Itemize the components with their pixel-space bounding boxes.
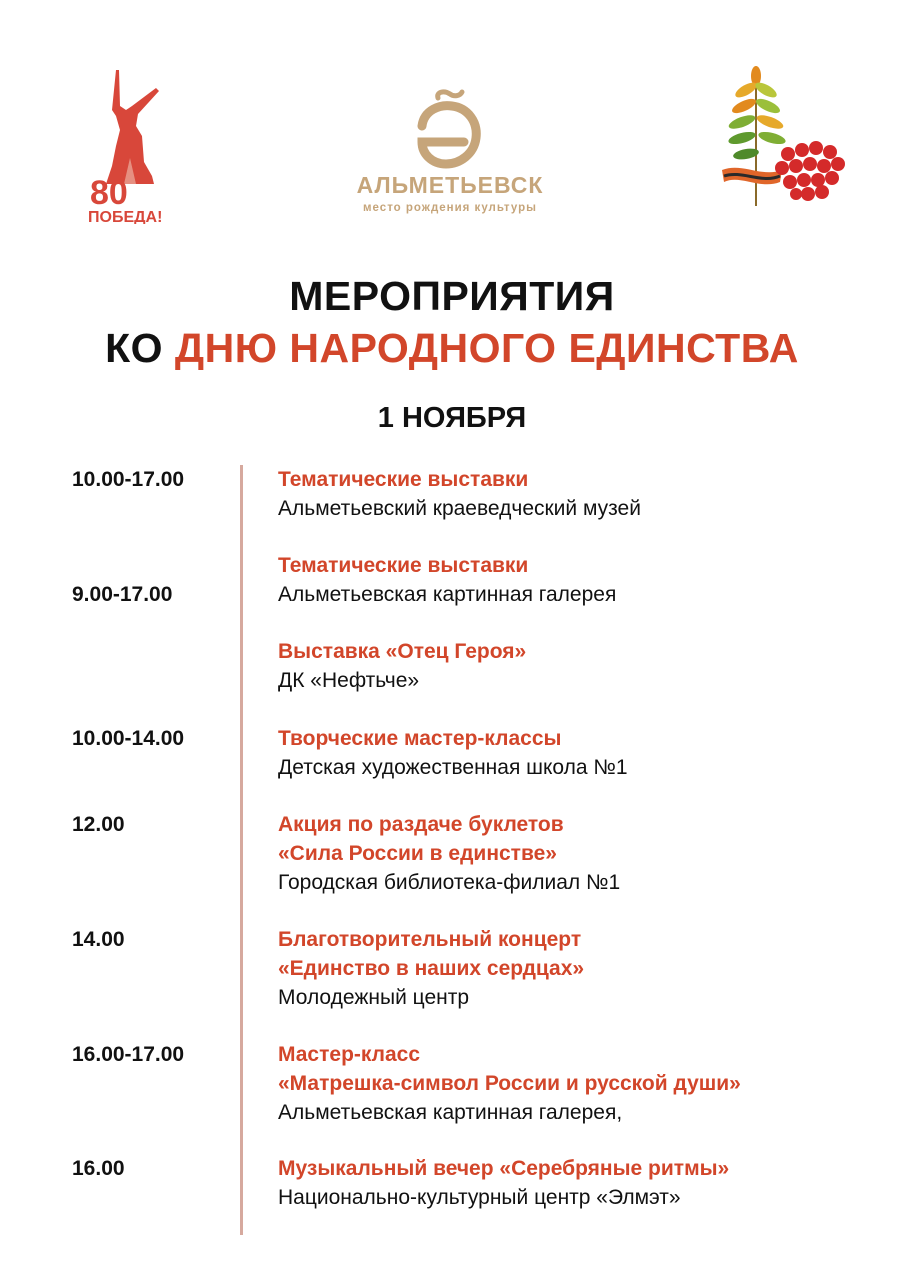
- rowan-branch-icon: [712, 66, 852, 216]
- event-place: Альметьевская картинная галерея: [278, 583, 617, 606]
- victory-80-logo: [86, 66, 172, 224]
- event-time: 12.00: [72, 813, 125, 836]
- event-title: Тематические выставки: [278, 468, 529, 491]
- city-name: АЛЬМЕТЬЕВСК: [356, 172, 544, 198]
- event-place: ДК «Нефтьче»: [278, 669, 420, 692]
- event-title: Благотворительный концерт: [278, 928, 582, 951]
- event-place: Городская библиотека-филиал №1: [278, 871, 621, 894]
- event-place: Молодежный центр: [278, 986, 470, 1009]
- event-title: Акция по раздаче буклетов: [278, 813, 564, 836]
- event-title: «Единство в наших сердцах»: [278, 957, 585, 980]
- event-title: «Матрешка-символ России и русской души»: [278, 1072, 741, 1095]
- event-place: Национально-культурный центр «Элмэт»: [278, 1186, 681, 1209]
- timeline-divider: [240, 465, 243, 1235]
- victory-number: 80: [90, 174, 128, 212]
- title-accent: ДНЮ НАРОДНОГО ЕДИНСТВА: [174, 325, 799, 371]
- event-title: Музыкальный вечер «Серебряные ритмы»: [278, 1157, 730, 1180]
- event-title: «Сила России в единстве»: [278, 842, 557, 865]
- header: [0, 0, 904, 240]
- city-logo: [340, 88, 560, 218]
- event-title: Мастер-класс: [278, 1043, 421, 1066]
- event-place: Альметьевская картинная галерея,: [278, 1101, 623, 1124]
- event-time: 14.00: [72, 928, 125, 951]
- event-time: 16.00: [72, 1157, 125, 1180]
- city-logo-icon: [340, 88, 560, 172]
- event-place: Детская художественная школа №1: [278, 756, 628, 779]
- event-time: 10.00-17.00: [72, 468, 185, 491]
- title-prefix: КО: [105, 325, 163, 371]
- page-title-line2: [0, 325, 904, 371]
- event-place: Альметьевский краеведческий музей: [278, 497, 641, 520]
- victory-text: ПОБЕДА!: [88, 209, 163, 224]
- city-tagline: место рождения культуры: [363, 202, 537, 214]
- event-title: Выставка «Отец Героя»: [278, 640, 527, 663]
- event-time: 10.00-14.00: [72, 727, 185, 750]
- event-title: Творческие мастер-классы: [278, 727, 562, 750]
- event-title: Тематические выставки: [278, 554, 529, 577]
- event-time: 9.00-17.00: [72, 583, 173, 606]
- page-title-line1: МЕРОПРИЯТИЯ: [289, 273, 615, 319]
- event-time: 16.00-17.00: [72, 1043, 185, 1066]
- date-heading: 1 НОЯБРЯ: [377, 402, 527, 434]
